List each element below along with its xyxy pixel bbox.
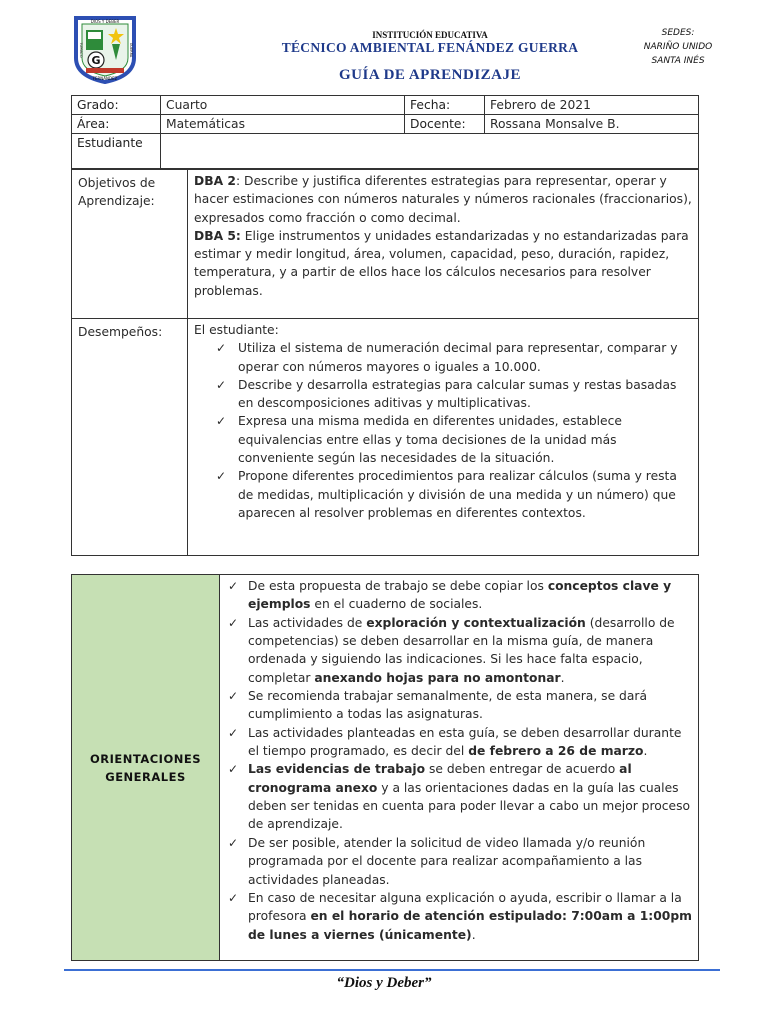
fecha-value: Febrero de 2021: [485, 96, 699, 115]
dba2-paragraph: [194, 172, 692, 227]
check-icon: ✓: [228, 689, 239, 704]
grado-value: Cuarto: [161, 96, 405, 115]
desempeno-text: Utiliza el sistema de numeración decimal para representar, comparar y operar con números mayores o iguales a 10.000.: [238, 341, 678, 374]
footer-motto: “Dios y Deber”: [336, 975, 432, 991]
sedes-label: SEDES:: [661, 28, 695, 38]
list-item: [216, 412, 692, 467]
dba2-label: DBA 2: [194, 174, 236, 188]
guide-title: GUÍA DE APRENDIZAJE: [338, 67, 522, 83]
item-bold-text: anexando hojas para no amontonar: [314, 670, 561, 685]
check-icon: ✓: [216, 414, 227, 429]
desempeno-text: Propone diferentes procedimientos para realizar cálculos (suma y resta de medidas, multiplicación y división de una medida y un número) que aparecen al resolver problemas en diferentes contextos.: [238, 469, 677, 520]
objetivos-label-line2: Aprendizaje:: [78, 194, 155, 208]
list-item: [228, 724, 692, 761]
school-crest: [72, 14, 138, 84]
list-item: [228, 889, 692, 944]
orientaciones-label-line1: ORIENTACIONES: [90, 751, 201, 766]
item-bold-text: en el horario de atención estipulado: 7:00am a 1:00pm de lunes a viernes (únicamente): [248, 909, 692, 942]
school-name: TÉCNICO AMBIENTAL FENÁNDEZ GUERRA: [281, 40, 579, 55]
list-item: [216, 467, 692, 522]
check-icon: ✓: [228, 579, 239, 593]
orientaciones-label-cell: [72, 575, 220, 961]
grado-label: Grado:: [72, 96, 161, 115]
objetivos-label-line1: Objetivos de: [78, 176, 156, 190]
item-bold-text: de febrero a 26 de marzo: [468, 744, 644, 759]
fecha-label: Fecha:: [405, 96, 485, 115]
item-text: .: [471, 927, 476, 942]
crest-right-text: GUERRA: [129, 42, 133, 58]
crest-bottom-text: FERNANDEZ: [92, 76, 118, 81]
dba5-paragraph: [194, 227, 692, 300]
desempenos-label: Desempeños:: [72, 319, 188, 556]
sede-santa-ines: SANTA INÉS: [651, 56, 705, 66]
check-icon: ✓: [228, 890, 239, 905]
list-item: [228, 687, 692, 724]
check-icon: ✓: [228, 615, 239, 630]
list-item: [216, 376, 692, 413]
item-text: Las actividades de: [248, 615, 367, 630]
check-icon: ✓: [228, 835, 239, 850]
dba5-text: Elige instrumentos y unidades estandarizadas y no estandarizadas para estimar y medir longitud, área, volumen, capacidad, peso, duración, rapidez, temperatura, y a partir de ellos hace los cálculos necesarios para resolver problemas.: [194, 228, 689, 298]
item-bold-text: exploración y contextualización: [366, 615, 586, 630]
item-text: Se recomienda trabajar semanalmente, de esta manera, se dará cumplimiento a todas las asignaturas.: [248, 689, 647, 722]
sede-narino-unido: NARIÑO UNIDO: [643, 42, 713, 52]
check-icon: ✓: [216, 377, 227, 392]
desempeno-text: Describe y desarrolla estrategias para calcular sumas y restas basadas en descomposiciones aditivas y multiplicativas.: [238, 377, 677, 411]
footer-divider: [64, 969, 720, 971]
check-icon: ✓: [228, 725, 239, 740]
list-item: [216, 339, 692, 376]
item-text: De ser posible, atender la solicitud de video llamada y/o reunión programada por el docente para realizar acompañamiento a las actividades planeadas.: [248, 835, 646, 887]
list-item: [228, 760, 692, 833]
list-item: [228, 577, 692, 614]
item-text: y a las orientaciones dadas en la guía las cuales deben ser tenidas en cuenta para poder llevar a cabo un mejor proceso de aprendizaje.: [248, 780, 691, 832]
list-item: [228, 614, 692, 687]
dba2-text: : Describe y justifica diferentes estrategias para representar, operar y hacer estimaciones con números naturales y números racionales (fraccionarios), expresados como fracción o como decimal.: [194, 174, 692, 225]
desempeno-text: Expresa una misma medida en diferentes unidades, establece equivalencias entre ellas y toma decisiones de la unidad más conveniente según las necesidades de la situación.: [238, 414, 622, 466]
orientaciones-label-line2: GENERALES: [105, 769, 186, 784]
list-item: [228, 834, 692, 889]
crest-left-text: TUMACO: [79, 42, 83, 58]
docente-label: Docente:: [405, 115, 485, 134]
docente-value: Rossana Monsalve B.: [485, 115, 699, 134]
sedes-block: [628, 26, 728, 68]
info-table: [71, 95, 699, 169]
dba5-label: DBA 5:: [194, 228, 241, 243]
institution-label: INSTITUCIÓN EDUCATIVA: [372, 30, 488, 40]
item-bold-text: al cronograma anexo: [248, 762, 632, 795]
orientaciones-list: [226, 577, 692, 944]
objetivos-content: [188, 170, 699, 319]
item-text: se deben entregar de acuerdo: [425, 762, 620, 777]
item-text: Las actividades planteadas en esta guía, se deben desarrollar durante el tiempo programado, es decir del: [248, 725, 682, 759]
estudiante-label: Estudiante: [72, 134, 161, 169]
item-text: .: [560, 670, 565, 685]
objetivos-label-cell: [72, 170, 188, 319]
crest-top-text: DIOS Y DEBER: [90, 19, 120, 24]
area-value: Matemáticas: [161, 115, 405, 134]
estudiante-field[interactable]: [161, 134, 699, 169]
item-text: .: [643, 744, 648, 759]
area-label: Área:: [72, 115, 161, 134]
check-icon: ✓: [216, 469, 227, 484]
check-icon: ✓: [228, 762, 239, 777]
orientaciones-table: [71, 574, 699, 961]
item-bold-text: conceptos clave y ejemplos: [248, 579, 672, 612]
item-text: (desarrollo de competencias) se deben desarrollar en la misma guía, de manera ordenada y siguiendo las indicaciones. Si les hace falta espacio, completar: [248, 615, 675, 685]
item-text: De esta propuesta de trabajo se debe copiar los: [248, 579, 548, 593]
orientaciones-content: [220, 575, 699, 961]
crest-letter: G: [91, 54, 101, 67]
desempenos-list: [194, 339, 692, 522]
item-bold-text: Las evidencias de trabajo: [248, 762, 426, 777]
desempenos-content: [188, 319, 699, 556]
item-text: en el cuaderno de sociales.: [310, 597, 483, 612]
objectives-table: [71, 169, 699, 556]
check-icon: ✓: [216, 341, 227, 356]
desempenos-intro: El estudiante:: [194, 323, 279, 337]
item-text: En caso de necesitar alguna explicación o ayuda, escribir o llamar a la profesora: [248, 890, 682, 924]
